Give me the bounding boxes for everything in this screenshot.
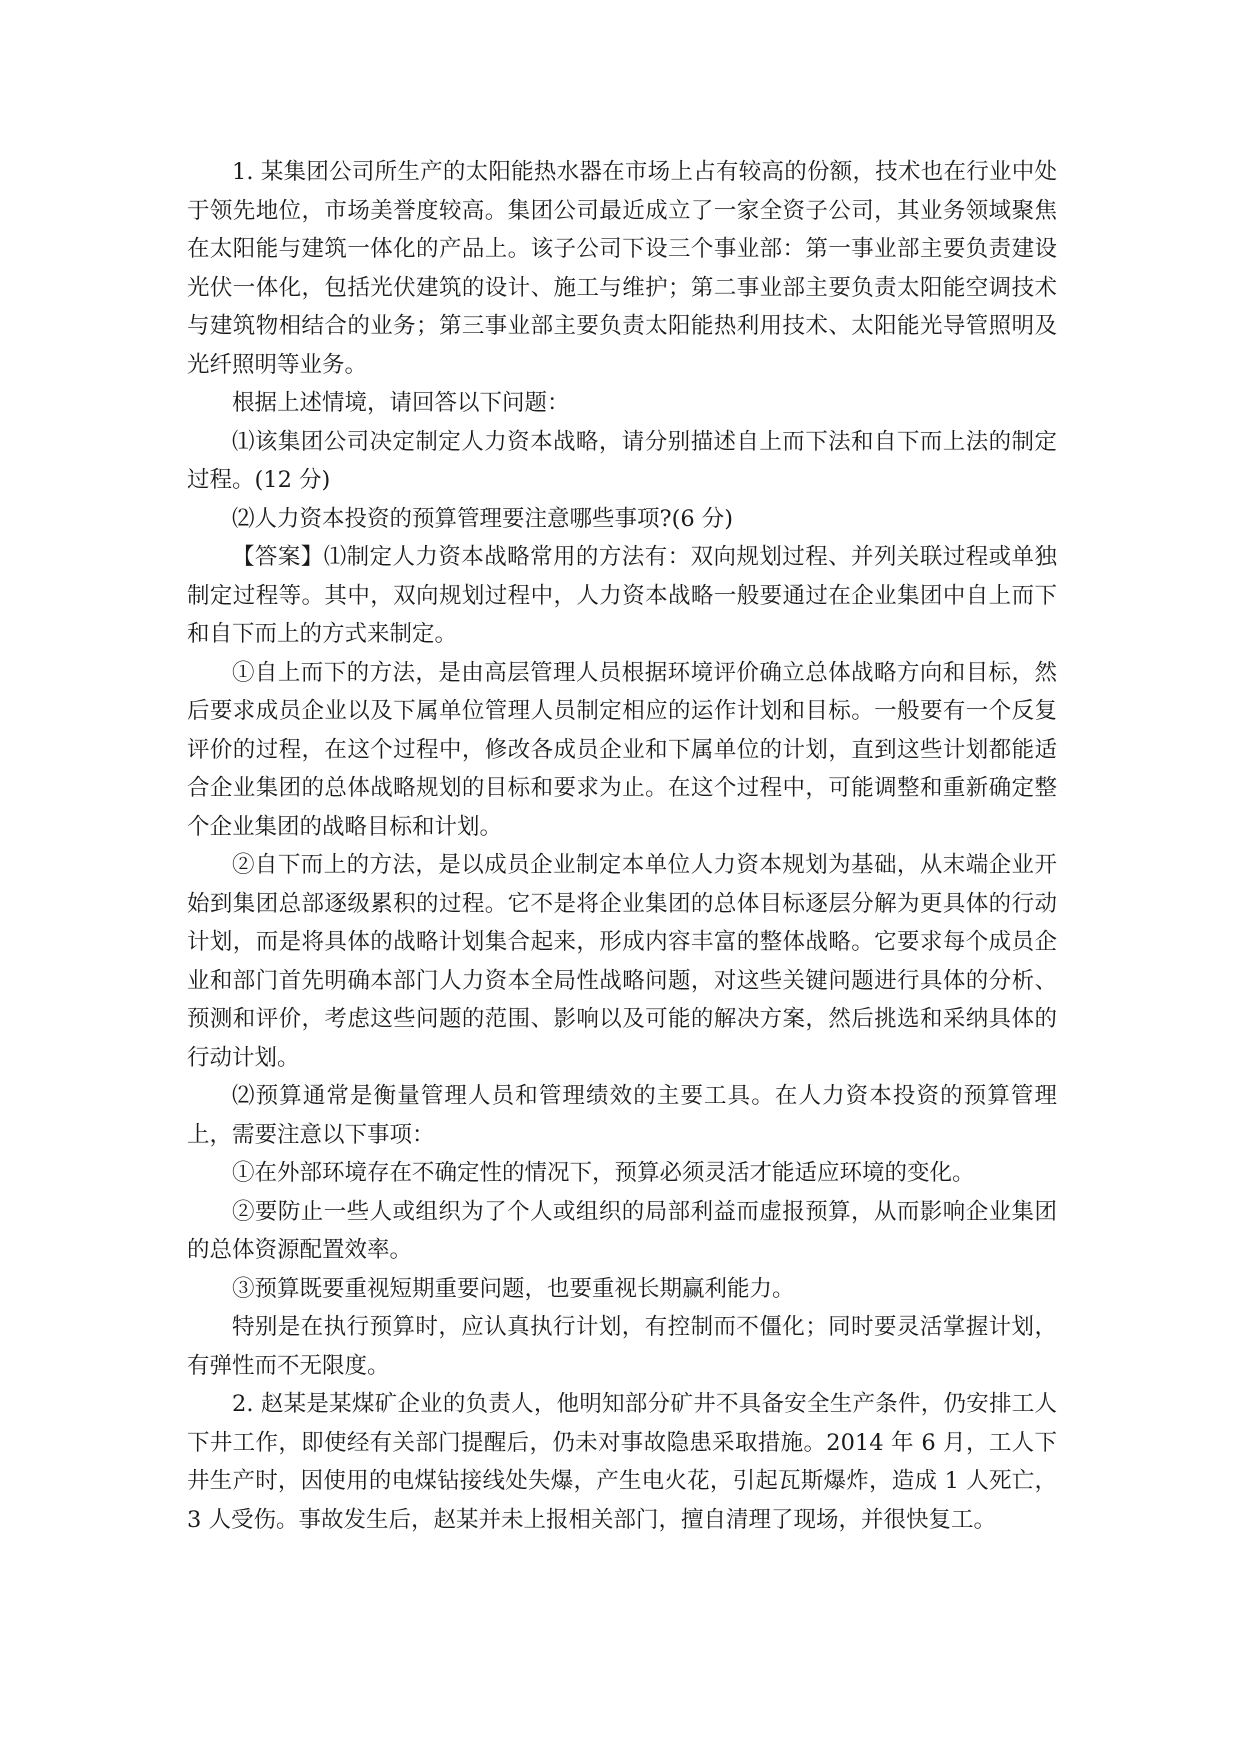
answer-item-2: ②要防止一些人或组织为了个人或组织的局部利益而虚报预算，从而影响企业集团的总体资源配置效率。 — [187, 1198, 1057, 1263]
answer-item-1: ①在外部环境存在不确定性的情况下，预算必须灵活才能适应环境的变化。 — [232, 1160, 975, 1186]
document-page — [187, 153, 1057, 1539]
question-2-paragraph: 2. 赵某是某煤矿企业的负责人，他明知部分矿井不具备安全生产条件，仍安排工人下井工作，即使经有关部门提醒后，仍未对事故隐患采取措施。2014 年 6 月，工人下井生产时，因使用的电煤钻接线处失爆，产生电火花，引起瓦斯爆炸，造成 1 人死亡，3 人受伤。事故发生后，赵某并未上报相关部门，擅自清理了现场，并很快复工。 — [187, 1391, 1057, 1533]
answer-paragraph: 【答案】⑴制定人力资本战略常用的方法有：双向规划过程、并列关联过程或单独制定过程等。其中，双向规划过程中，人力资本战略一般要通过在企业集团中自上而下和自下而上的方式来制定。 — [187, 544, 1057, 647]
answer-top-down: ①自上而下的方法，是由高层管理人员根据环境评价确立总体战略方向和目标，然后要求成员企业以及下属单位管理人员制定相应的运作计划和目标。一般要有一个反复评价的过程，在这个过程中，修改各成员企业和下属单位的计划，直到这些计划都能适合企业集团的总体战略规划的目标和要求为止。在这个过程中，可能调整和重新确定整个企业集团的战略目标和计划。 — [187, 659, 1057, 840]
question-1-paragraph: 1. 某集团公司所生产的太阳能热水器在市场上占有较高的份额，技术也在行业中处于领先地位，市场美誉度较高。集团公司最近成立了一家全资子公司，其业务领域聚焦在太阳能与建筑一体化的产品上。该子公司下设三个事业部：第一事业部主要负责建设光伏一体化，包括光伏建筑的设计、施工与维护；第二事业部主要负责太阳能空调技术与建筑物相结合的业务；第三事业部主要负责太阳能热利用技术、太阳能光导管照明及光纤照明等业务。 — [187, 159, 1057, 378]
answer-bottom-up: ②自下而上的方法，是以成员企业制定本单位人力资本规划为基础，从末端企业开始到集团总部逐级累积的过程。它不是将企业集团的总体目标逐层分解为更具体的行动计划，而是将具体的战略计划集合起来，形成内容丰富的整体战略。它要求每个成员企业和部门首先明确本部门人力资本全局性战略问题，对这些关键问题进行具体的分析、预测和评价，考虑这些问题的范围、影响以及可能的解决方案，然后挑选和采纳具体的行动计划。 — [187, 852, 1057, 1071]
question-1-part-2: ⑵人力资本投资的预算管理要注意哪些事项?(6 分) — [232, 505, 734, 532]
answer-part-2: ⑵预算通常是衡量管理人员和管理绩效的主要工具。在人力资本投资的预算管理上，需要注意以下事项： — [187, 1083, 1057, 1148]
question-1-part-1: ⑴该集团公司决定制定人力资本战略，请分别描述自上而下法和自下而上法的制定过程。(12 分) — [187, 428, 1057, 493]
instruction-paragraph: 根据上述情境，请回答以下问题： — [232, 390, 570, 416]
answer-item-3: ③预算既要重视短期重要问题，也要重视长期赢利能力。 — [232, 1275, 795, 1302]
answer-note: 特别是在执行预算时，应认真执行计划，有控制而不僵化；同时要灵活掌握计划，有弹性而不无限度。 — [187, 1314, 1057, 1379]
